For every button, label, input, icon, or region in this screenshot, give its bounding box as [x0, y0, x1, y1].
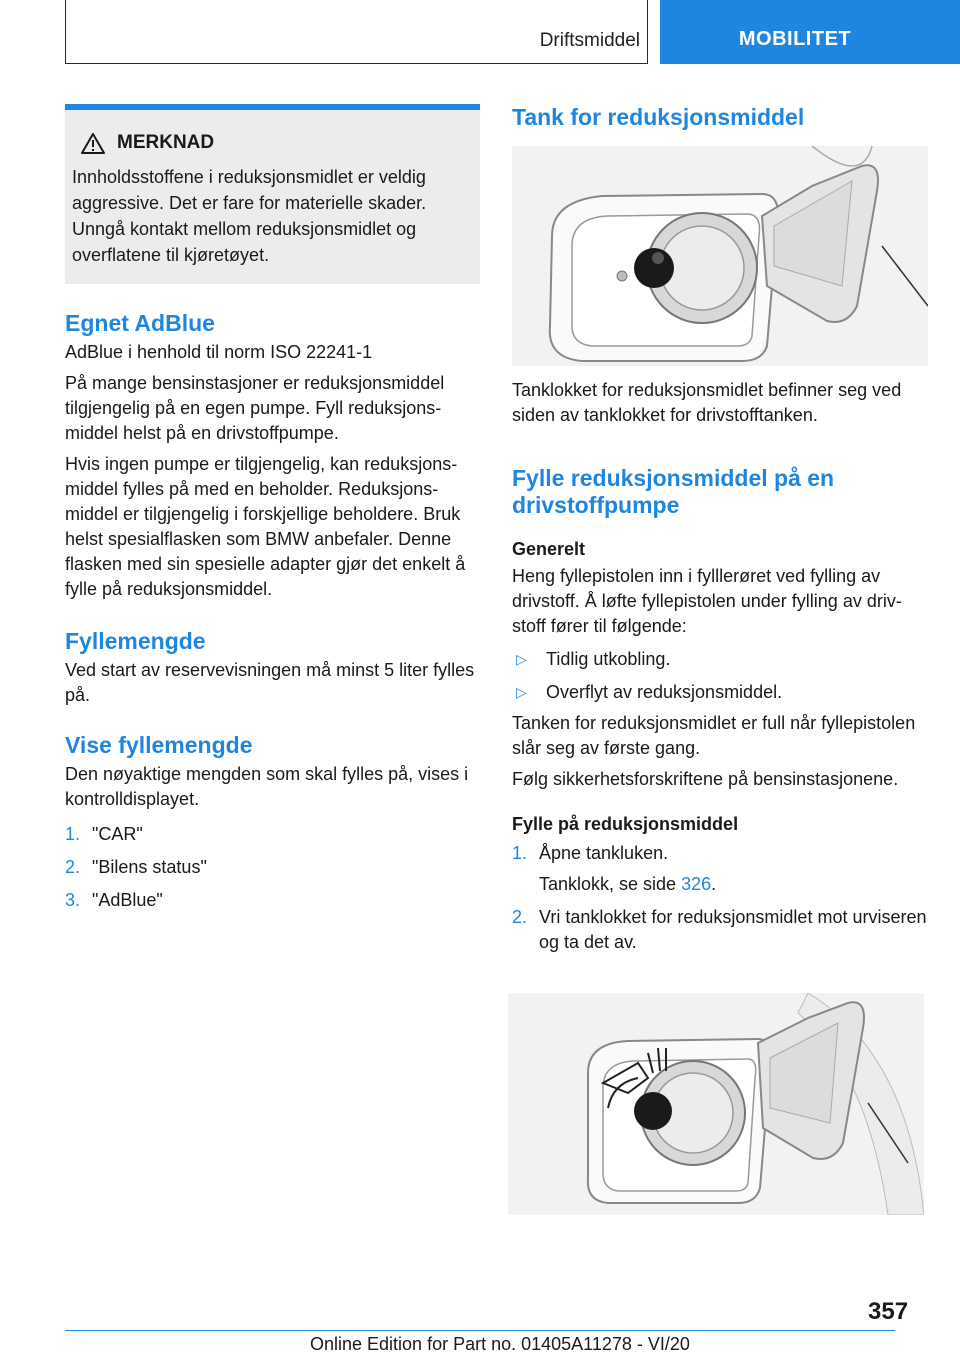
triangle-bullet-icon: ▷ [516, 651, 527, 667]
list-number: 1. [65, 824, 81, 844]
list-item [512, 905, 927, 955]
header-tab-mobilitet[interactable]: MOBILITET [660, 0, 960, 64]
section-title-vise-fyllemengde: Vise fyllemengde [65, 732, 253, 758]
list-item [65, 888, 480, 913]
footer-edition: Online Edition for Part no. 01405A11278 - VI/20 [310, 1334, 690, 1354]
paragraph: På mange bensinstasjoner er reduksjonsmiddel tilgjengelig på en egen pumpe. Fyll reduksjonsmiddel helst på en drivstoffpumpe. [65, 373, 445, 443]
notice-body: Innholdsstoffene i reduksjonsmidlet er veldig aggressive. Det er fare for materielle skader. Unngå kontakt mellom reduksjonsmidlet og overflatene til kjøretøyet. [72, 167, 427, 265]
right-column [512, 104, 927, 131]
right-column-body [512, 378, 927, 955]
tank-flap-illustration [512, 146, 928, 366]
section-title-fyllemengde: Fyllemengde [65, 628, 206, 654]
section-title-fylle: Fylle reduksjonsmiddel på en drivstoffpumpe [512, 465, 835, 518]
paragraph: Tanken for reduksjonsmidlet er full når fyllepistolen slår seg av første gang. [512, 713, 916, 758]
list-ref [539, 872, 716, 897]
paragraph: Ved start av reservevisningen må minst 5 liter fylles på. [65, 660, 475, 705]
list-text: "Bilens status" [92, 857, 207, 877]
paragraph: Følg sikkerhetsforskriftene på bensinstasjonene. [512, 769, 899, 789]
list-number: 1. [512, 843, 528, 863]
ref-suffix: . [711, 874, 717, 894]
header-section: Driftsmiddel [539, 30, 640, 51]
image-caption: Tanklokket for reduksjonsmidlet befinner seg ved siden av tanklokket for drivstofftanken. [512, 380, 902, 425]
bullet-text: Tidlig utkobling. [546, 649, 671, 669]
cap-removal-illustration [508, 993, 924, 1215]
subheading-generelt: Generelt [512, 539, 586, 559]
list-number: 2. [512, 907, 528, 927]
notice-title: MERKNAD [117, 132, 215, 153]
list-text: "AdBlue" [92, 890, 163, 910]
list-item [65, 855, 480, 880]
page-number: 357 [868, 1298, 909, 1325]
list-text: "CAR" [92, 824, 143, 844]
tank-flap-image [512, 146, 928, 366]
bullet-item [512, 647, 927, 672]
paragraph: Hvis ingen pumpe er tilgjengelig, kan reduksjonsmiddel fylles på med en beholder. Reduksjonsmiddel er tilgjengelig i forskjellige beholdere. Bruk helst spesialflasken som BMW anbefaler. Denne flasken med sin spesielle adapter gjør det enkelt å fylle på reduksjonsmiddel. [65, 454, 466, 599]
paragraph: Heng fyllepistolen inn i fylllerøret ved fylling av drivstoff. Å løfte fyllepistolen under fylling av drivstoff fører til følgende: [512, 566, 902, 636]
triangle-bullet-icon: ▷ [516, 684, 527, 700]
page-link-326[interactable]: 326 [681, 874, 712, 894]
list-item [65, 822, 480, 847]
footer-rule [65, 1330, 895, 1331]
paragraph: Den nøyaktige mengden som skal fylles på, vises i kontrolldisplayet. [65, 764, 469, 809]
list-number: 2. [65, 857, 81, 877]
warning-icon [81, 133, 105, 154]
list-item [512, 841, 927, 866]
notice-box [65, 104, 480, 284]
list-number: 3. [65, 890, 81, 910]
left-column [65, 310, 480, 913]
bullet-item [512, 680, 927, 705]
subheading-fylle-pa: Fylle på reduksjonsmiddel [512, 814, 739, 834]
section-title-tank: Tank for reduksjonsmiddel [512, 104, 805, 130]
list-text: Åpne tankluken. [539, 843, 669, 863]
list-text: Vri tanklokket for reduksjonsmidlet mot urviseren og ta det av. [539, 907, 927, 952]
cap-removal-image [508, 993, 924, 1215]
notice-title-row [72, 132, 472, 154]
list-item-ref [512, 872, 927, 897]
paragraph: AdBlue i henhold til norm ISO 22241-1 [65, 342, 373, 362]
bullet-text: Overflyt av reduksjonsmiddel. [546, 682, 783, 702]
section-title-egnet-adblue: Egnet AdBlue [65, 310, 215, 336]
ref-text: Tanklokk, se side [539, 874, 677, 894]
